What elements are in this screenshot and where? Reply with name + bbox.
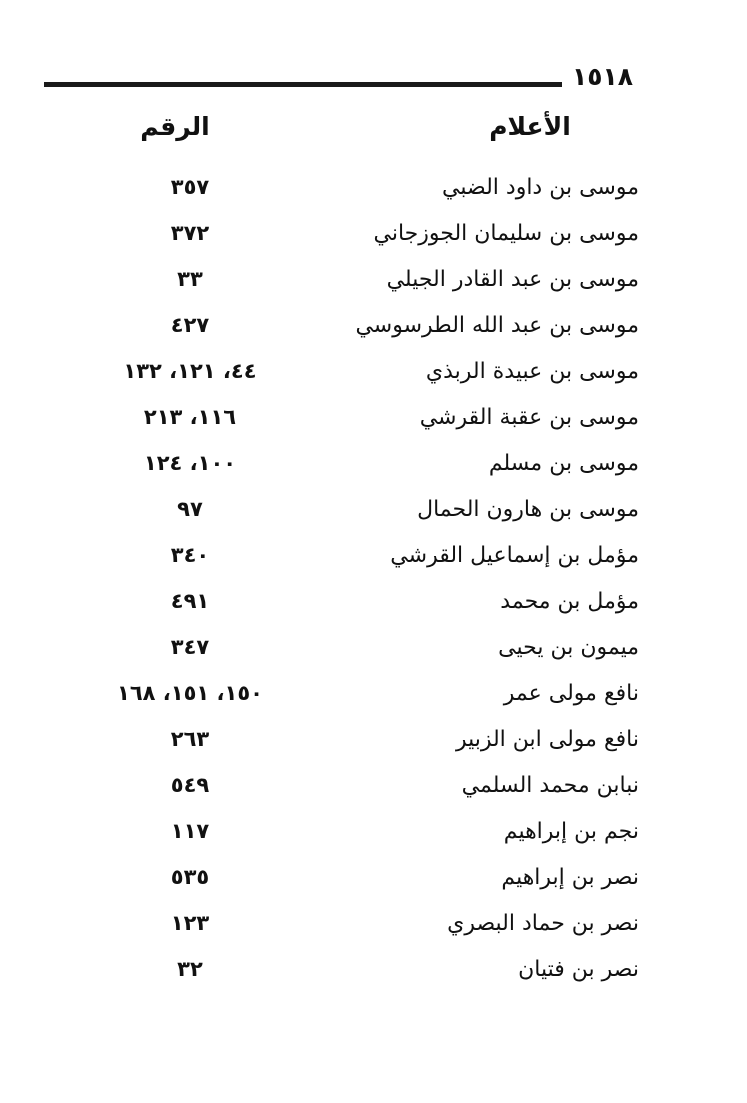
index-row — [0, 497, 747, 537]
index-row — [0, 589, 747, 629]
index-row — [0, 267, 747, 307]
entry-numbers: ١٥٠، ١٥١، ١٦٨ — [117, 681, 263, 705]
entry-numbers: ٣٧٢ — [170, 221, 210, 245]
entry-name: نصر بن فتيان — [518, 957, 639, 982]
entry-numbers: ١١٦، ٢١٣ — [143, 405, 237, 429]
entry-name: موسى بن عبد القادر الجيلي — [386, 267, 639, 292]
index-row — [0, 221, 747, 261]
entry-name: نصر بن إبراهيم — [501, 865, 639, 890]
entry-name: موسى بن مسلم — [488, 451, 639, 476]
entry-numbers: ٥٤٩ — [170, 773, 210, 797]
entry-numbers: ٤٩١ — [170, 589, 210, 613]
index-row — [0, 773, 747, 813]
entry-numbers: ٣٤٠ — [170, 543, 210, 567]
index-row — [0, 313, 747, 353]
entry-numbers: ٣٤٧ — [170, 635, 210, 659]
entry-name: مؤمل بن إسماعيل القرشي — [390, 543, 639, 568]
index-row — [0, 175, 747, 215]
index-row — [0, 819, 747, 859]
header-rule — [44, 82, 562, 87]
entry-name: ميمون بن يحيى — [498, 635, 639, 660]
index-row — [0, 957, 747, 997]
entry-numbers: ٣٥٧ — [170, 175, 210, 199]
entry-numbers: ٣٣ — [177, 267, 203, 291]
index-row — [0, 405, 747, 445]
index-row — [0, 451, 747, 491]
entry-numbers: ٤٢٧ — [170, 313, 210, 337]
entry-name: نافع مولى ابن الزبير — [455, 727, 639, 752]
entry-numbers: ١١٧ — [170, 819, 210, 843]
index-row — [0, 727, 747, 767]
entry-numbers: ٢٦٣ — [170, 727, 210, 751]
entry-name: مؤمل بن محمد — [500, 589, 639, 614]
index-row — [0, 359, 747, 399]
entry-name: موسى بن هارون الحمال — [417, 497, 639, 522]
column-header-names: الأعلام — [489, 112, 571, 141]
entry-numbers: ٤٤، ١٢١، ١٣٢ — [123, 359, 257, 383]
entry-name: نبابن محمد السلمي — [461, 773, 639, 798]
entry-name: موسى بن عبد الله الطرسوسي — [355, 313, 639, 338]
entry-numbers: ١٢٣ — [170, 911, 210, 935]
index-row — [0, 911, 747, 951]
index-row — [0, 865, 747, 905]
entry-numbers: ١٠٠، ١٢٤ — [143, 451, 237, 475]
column-header-numbers: الرقم — [140, 112, 210, 141]
entry-name: موسى بن عقبة القرشي — [419, 405, 639, 430]
entry-numbers: ٥٣٥ — [170, 865, 210, 889]
index-row — [0, 635, 747, 675]
entry-numbers: ٣٢ — [177, 957, 203, 981]
index-row — [0, 681, 747, 721]
entry-name: موسى بن سليمان الجوزجاني — [373, 221, 639, 246]
page-number: ١٥١٨ — [572, 62, 634, 91]
entry-name: نافع مولى عمر — [503, 681, 639, 706]
entry-name: موسى بن داود الضبي — [442, 175, 639, 200]
entry-name: موسى بن عبيدة الربذي — [425, 359, 639, 384]
index-row — [0, 543, 747, 583]
entry-name: نجم بن إبراهيم — [503, 819, 639, 844]
entry-name: نصر بن حماد البصري — [447, 911, 639, 936]
entry-numbers: ٩٧ — [177, 497, 203, 521]
